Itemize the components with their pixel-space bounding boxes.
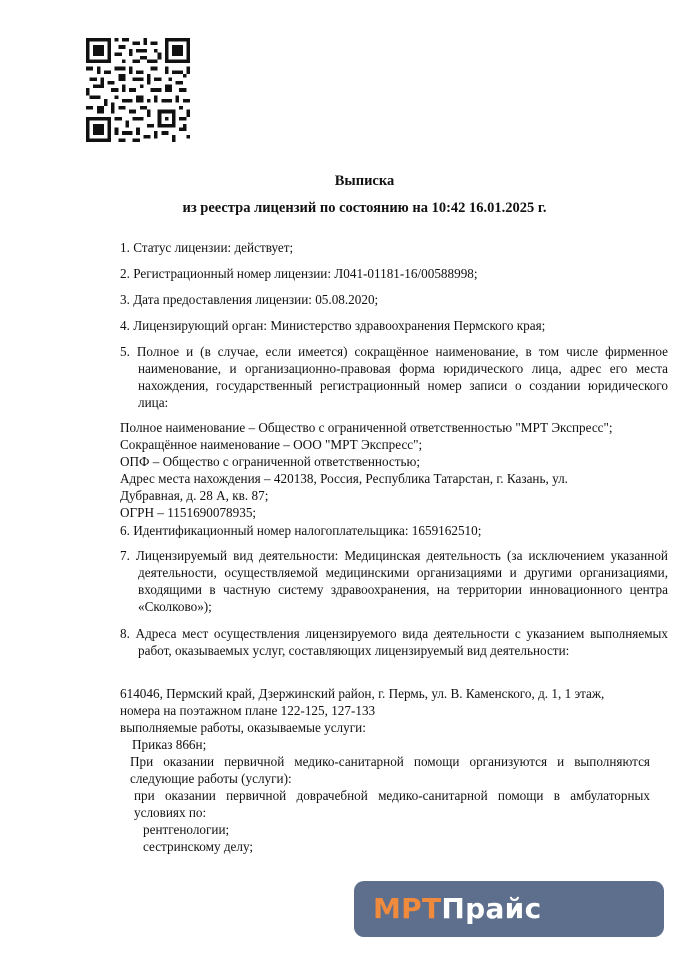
org-address-line-2: Дубравная, д. 28 А, кв. 87; <box>120 488 269 503</box>
org-legal-form: ОПФ – Общество с ограниченной ответственностью; <box>120 454 421 469</box>
place-address-line-1: 614046, Пермский край, Дзержинский район, г. Пермь, ул. В. Каменского, д. 1, 1 этаж, <box>120 686 605 701</box>
organization-details <box>120 419 650 521</box>
item-activity-type: 7. Лицензируемый вид деятельности: Медицинская деятельность (за исключением указанной деятельности, осуществляемой медицинскими организациями и другими организациями, входящими в частную систему здравоохранения, на территории инновационного центра «Сколково»); <box>120 548 668 614</box>
primary-care-text: При оказании первичной медико-санитарной помощи организуются и выполняются следующие работы (услуги): <box>130 754 650 786</box>
logo-part-mrt: МРТ <box>373 892 442 925</box>
mrt-price-logo <box>354 881 664 937</box>
document-title: Выписка <box>334 173 395 189</box>
activity-place <box>120 685 650 855</box>
order-reference: Приказ 866н; <box>132 737 207 752</box>
org-short-name: Сокращённое наименование – ООО "МРТ Экспресс"; <box>120 437 423 452</box>
service-item: сестринскому делу; <box>143 839 254 854</box>
pre-doctor-care-text: при оказании первичной доврачебной медико-санитарной помощи в амбулаторных условиях по: <box>134 788 650 820</box>
service-item: рентгенологии; <box>143 822 230 837</box>
item-organization-heading: 5. Полное и (в случае, если имеется) сокращённое наименование, в том числе фирменное наименование, и организационно-правовая форма юридического лица, адрес его места нахождения, государственный регистрационный номер записи о создании юридического лица: <box>120 344 668 410</box>
item-registration-number: 2. Регистрационный номер лицензии: Л041-01181-16/00588998; <box>120 266 478 281</box>
org-ogrn: ОГРН – 1151690078935; <box>120 505 257 520</box>
item-license-status: 1. Статус лицензии: действует; <box>120 240 294 255</box>
item-license-date: 3. Дата предоставления лицензии: 05.08.2020; <box>120 292 379 307</box>
place-address-line-2: номера на поэтажном плане 122-125, 127-133 <box>120 703 376 718</box>
item-inn: 6. Идентификационный номер налогоплательщика: 1659162510; <box>120 523 482 538</box>
item-licensing-authority: 4. Лицензирующий орган: Министерство здравоохранения Пермского края; <box>120 318 546 333</box>
item-activity-addresses: 8. Адреса мест осуществления лицензируемого вида деятельности с указанием выполняемых работ, оказываемых услуг, составляющих лицензируемый вид деятельности: <box>120 626 668 658</box>
qr-code <box>86 38 190 142</box>
org-full-name: Полное наименование – Общество с ограниченной ответственностью "МРТ Экспресс"; <box>120 420 613 435</box>
document-subtitle: из реестра лицензий по состоянию на 10:42 16.01.2025 г. <box>182 200 547 216</box>
org-address-line-1: Адрес места нахождения – 420138, Россия, Республика Татарстан, г. Казань, ул. <box>120 471 568 486</box>
works-label: выполняемые работы, оказываемые услуги: <box>120 720 366 735</box>
logo-part-price: Прайс <box>441 892 542 925</box>
